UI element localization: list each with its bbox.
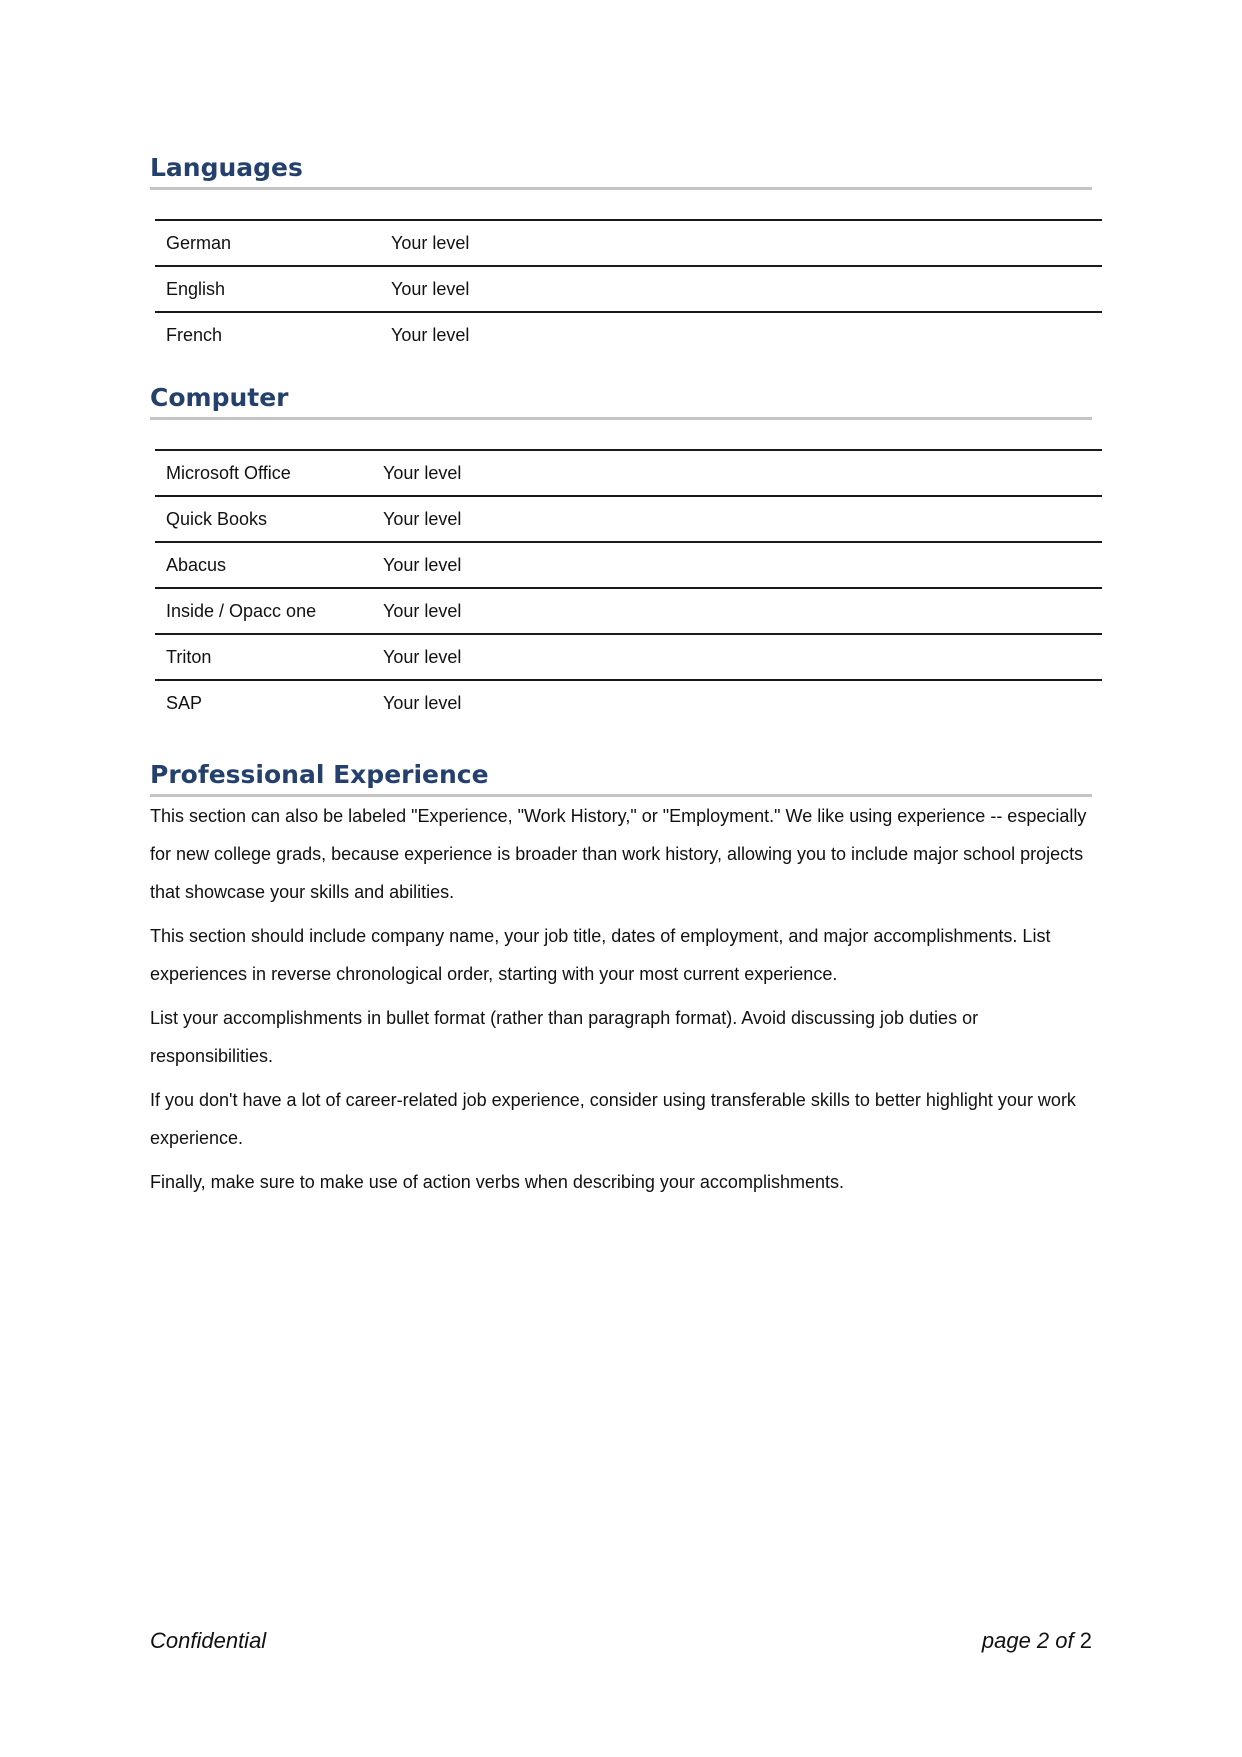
language-level: Your level (380, 312, 1102, 357)
language-name: English (155, 266, 380, 312)
table-row (155, 680, 1102, 725)
experience-paragraph: List your accomplishments in bullet format (rather than paragraph format). Avoid discussing job duties or responsibilities. (150, 1008, 979, 1066)
languages-heading: Languages (150, 153, 1092, 190)
software-name: Quick Books (155, 496, 372, 542)
experience-paragraph: Finally, make sure to make use of action verbs when describing your accomplishments. (150, 1172, 844, 1192)
professional-experience-heading: Professional Experience (150, 760, 1092, 797)
table-row (155, 450, 1102, 496)
table-row (155, 588, 1102, 634)
page-number-label: page 2 of (981, 1628, 1074, 1653)
table-row (155, 312, 1102, 357)
software-level: Your level (372, 634, 1102, 680)
software-name: SAP (155, 680, 372, 725)
software-level: Your level (372, 450, 1102, 496)
table-row (155, 266, 1102, 312)
experience-paragraph: This section should include company name, your job title, dates of employment, and major accomplishments. List experiences in reverse chronological order, starting with your most current experience. (150, 926, 1051, 984)
experience-body (150, 797, 1092, 1207)
software-level: Your level (372, 496, 1102, 542)
experience-paragraph: If you don't have a lot of career-related job experience, consider using transferable skills to better highlight your work experience. (150, 1090, 1076, 1148)
page-number (982, 1627, 1092, 1655)
software-level: Your level (372, 680, 1102, 725)
table-row (155, 634, 1102, 680)
computer-heading: Computer (150, 383, 1092, 420)
languages-table (155, 219, 1102, 357)
table-row (155, 496, 1102, 542)
language-name: French (155, 312, 380, 357)
table-row (155, 220, 1102, 266)
page-total: 2 (1079, 1628, 1092, 1653)
software-level: Your level (372, 542, 1102, 588)
software-level: Your level (372, 588, 1102, 634)
computer-skills-table (155, 449, 1102, 725)
language-level: Your level (380, 266, 1102, 312)
language-level: Your level (380, 220, 1102, 266)
software-name: Triton (155, 634, 372, 680)
confidential-footer: Confidential (150, 1628, 267, 1653)
table-row (155, 542, 1102, 588)
software-name: Inside / Opacc one (155, 588, 372, 634)
language-name: German (155, 220, 380, 266)
experience-paragraph: This section can also be labeled "Experience, "Work History," or "Employment." We like using experience -- especially for new college grads, because experience is broader than work history, allowing you to include major school projects that showcase your skills and abilities. (150, 806, 1087, 902)
software-name: Microsoft Office (155, 450, 372, 496)
software-name: Abacus (155, 542, 372, 588)
